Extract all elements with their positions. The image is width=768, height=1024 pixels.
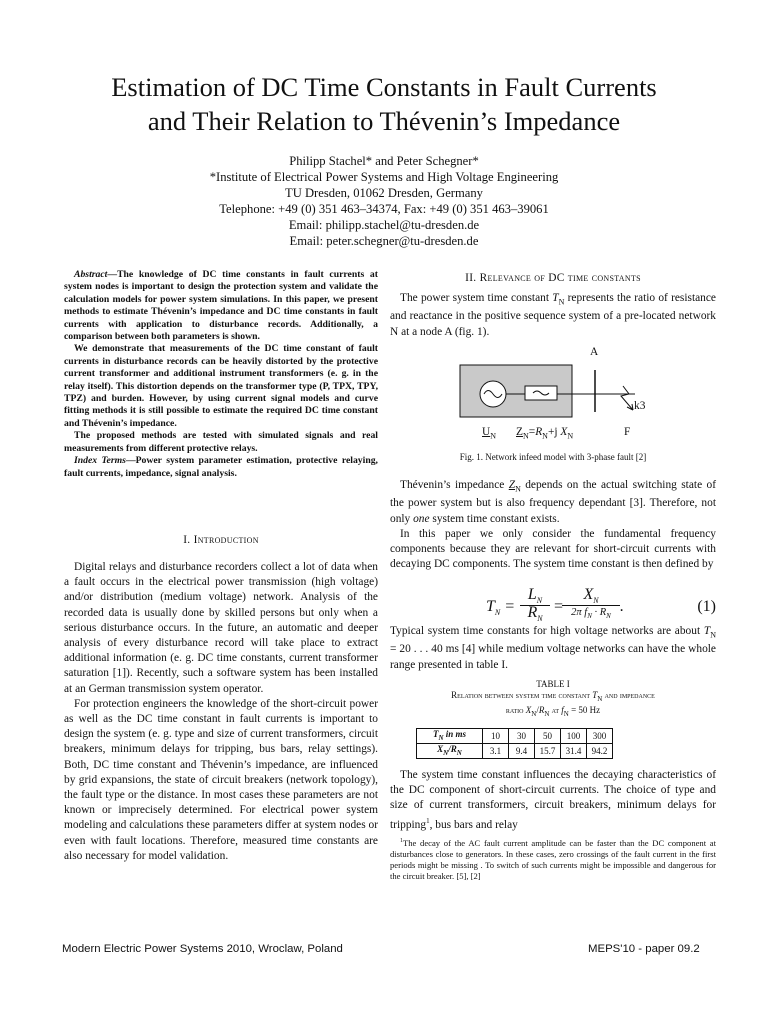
fig-label-a: A [590, 346, 599, 358]
paper-title [0, 70, 768, 138]
table-cell: 94.2 [587, 743, 613, 758]
abstract-p1 [64, 269, 378, 343]
index-terms [64, 455, 378, 480]
intro-p1: Digital relays and disturbance recorders collect a lot of data when a fault occurs in the electrical power transmission (high voltage) and/or distribution (medium voltage) network. Analysis of the recorded data is usually done by skilled persons but only when a serious disturbance occurs. In the future, an automatic and deeper analysis of every disturbance record will take place to extract additional information (e. g. DC time constants, current transformer saturation [1]). Recently, such a software system has been installed at an German transmission system operator. [64, 561, 378, 695]
author-block [0, 153, 768, 249]
footer-paper-id: MEPS'10 - paper 09.2 [588, 943, 700, 955]
table-caption-text: Relation between system time constant [451, 690, 590, 700]
rel-p2-c: one [413, 512, 430, 525]
author-email-2[interactable]: Email: peter.schegner@tu-dresden.de [289, 234, 479, 248]
eq-number: (1) [697, 598, 716, 615]
abstract-label: Abstract [74, 269, 108, 280]
rel-p5 [390, 768, 716, 833]
abstract-p2: We demonstrate that measurements of the DC time constant of fault currents in disturbance records can be heavily distorted by the protective current transformer and additional instrument transformers (e. g. in the relay itself). This distortion depends on the transformer type (P, TPX, TPY, TPZ) and burden. However, by using current signal models and curve fitting methods it is still possible to estimate the required DC time constant and Thévenin’s impedance. [64, 343, 378, 429]
relevance-body-4 [390, 768, 716, 833]
relevance-body-3 [390, 624, 716, 673]
eq-lhs: $T_N$ = [486, 598, 516, 618]
figure-caption: Fig. 1. Network infeed model with 3-phase fault [2] [459, 452, 647, 462]
un-text: U [482, 426, 491, 438]
table-subtitle: ratio $X_N/R_N$ at $f_N = 50$ Hz [505, 704, 601, 718]
table-cell: 10 [483, 729, 509, 744]
rel-p4-a: Typical system time constants for high voltage networks are about [390, 625, 704, 637]
fig-label-k3: k3 [634, 400, 646, 412]
title-line-2: and Their Relation to Thévenin’s Impedance [147, 106, 621, 136]
index-terms-label: Index Terms [74, 455, 126, 467]
zn-text: Z [516, 426, 523, 438]
abstract [64, 269, 378, 480]
rel-heading-text: Relevance of DC time constants [479, 272, 641, 284]
eq-frac-1: $L_N$ $R_N$ [520, 586, 550, 626]
author-affiliation: *Institute of Electrical Power Systems and High Voltage Engineering [209, 170, 559, 184]
rel-p2: Thévenin’s impedance $Z_N$ depends on the actual switching state of the power system but is also frequency dependant [3]. Therefore, not only one system time constant exists. [390, 479, 716, 525]
relevance-body-1 [390, 291, 716, 340]
footnote-text [390, 836, 716, 882]
rel-p4-b: [4] while medium voltage networks can have the whole range presented in table I. [390, 643, 716, 671]
table-row [417, 729, 613, 744]
rel-heading-num: II. [465, 272, 477, 284]
table-cell: 300 [587, 729, 613, 744]
section-heading-relevance [390, 272, 716, 284]
rel-p3: In this paper we only consider the fundamental frequency components because they are relevant for short-circuit currents with decaying DC components. The system time constant is then defined by [390, 527, 716, 571]
rel-p1: The power system time constant $T_N$ represents the ratio of resistance and reactance in the positive sequence system of a pre-located network N at a node A (fig. 1). [390, 292, 716, 338]
footnote-mark: 1 [400, 838, 403, 844]
rel-p1-b: represents the ratio of resistance and reactance in the positive sequence system of a pre-located network N at a node A (fig. 1). [390, 292, 716, 338]
author-phone: Telephone: +49 (0) 351 463–34374, Fax: +49 (0) 351 463–39061 [219, 202, 549, 216]
equation-1: $T_N$ = $L_N$ $R_N$ = $X_N$ 2π $f_N \cdot R_N$ . (1) [390, 586, 716, 626]
time-constant-table [416, 728, 613, 759]
table-title: Relation between system time constant $T_N$ and impedance [451, 690, 655, 703]
table-cell: 9.4 [509, 743, 535, 758]
footnote [390, 836, 716, 882]
fig-label-un: $U_N$ [482, 426, 497, 441]
author-email-1[interactable]: Email: philipp.stachel@tu-dresden.de [288, 218, 480, 232]
intro-heading-text: Introduction [193, 534, 259, 546]
abstract-p3: The proposed methods are tested with simulated signals and real measurements from different protective relays. [64, 430, 378, 454]
table-cell: 100 [561, 729, 587, 744]
footnote-ref[interactable]: 1 [426, 816, 430, 825]
table-row-header: $T_N$ in ms [417, 729, 483, 744]
table-cell: 50 [535, 729, 561, 744]
rel-p2-b: depends on the actual switching state of the power system but is also frequency dependant [3]. Therefore, not only [390, 479, 716, 525]
section-heading-introduction [64, 534, 378, 546]
table-number: TABLE I [536, 679, 570, 689]
table-cell: 15.7 [535, 743, 561, 758]
title-line-1: Estimation of DC Time Constants in Fault Currents [111, 72, 657, 102]
fig-label-f: F [624, 426, 631, 438]
rel-p2-d: system time constant exists. [429, 512, 560, 525]
intro-p2: For protection engineers the knowledge of the short-circuit power as well as the DC time constant in fault currents is important to design the system (e. g. type and size of current transformers, circuit breakers, minimum delays for tripping, bus bars, relay settings). Both, DC time constant and Thévenin’s impedance, are influenced by grid expansions, the state of circuit breakers (network topology), the fault type or the distance. In most cases these parameters are not known or imprecisely determined. For electrical power system modeling and calculations these parameters differ at system nodes or even with fault locations. Therefore, measured time constants are also necessary for model validation. [64, 697, 378, 862]
fig-label-zn: $Z_N=R_N+j$ $X_N$ [516, 426, 574, 441]
author-address: TU Dresden, 01062 Dresden, Germany [285, 186, 483, 200]
rel-p1-a: The power system time constant [400, 292, 553, 304]
footer-conference: Modern Electric Power Systems 2010, Wroclaw, Poland [62, 943, 343, 955]
table-cell: 30 [509, 729, 535, 744]
index-terms-text: —Power system parameter estimation, protective relaying, fault currents, impedance, signal analysis. [64, 455, 378, 479]
table-row-header: $X_N/R_N$ [417, 743, 483, 758]
author-names: Philipp Stachel* and Peter Schegner* [289, 154, 479, 168]
rel-p5-b: , bus bars and relay [429, 818, 518, 831]
table-cell: 3.1 [483, 743, 509, 758]
footnote-body: The decay of the AC fault current amplitude can be faster than the DC component at disturbances close to generators. In these cases, zero crossings of the fault current in the first periods might be missing . To switch of such currents might be impossible and dangerous for the circuit breaker. [5], [2] [390, 837, 716, 881]
relevance-body-2 [390, 478, 716, 573]
abstract-text-1: —The knowledge of DC time constants in fault currents at system nodes is important to design the protection system and validate the calculation models for power system simulations. In this paper, we present methods to estimate Thévenin’s impedance and DC time constants in fault currents with application to disturbance records. Additionally, a comparison between both parameters is shown. [64, 269, 378, 343]
table-row [417, 743, 613, 758]
rel-p2-a: Thévenin’s impedance [400, 479, 509, 491]
eq-equals: = [553, 598, 564, 615]
tn-symbol: T [552, 292, 559, 304]
intro-heading-num: I. [183, 534, 191, 546]
rel-p4: Typical system time constants for high voltage networks are about $T_N = 20$ . . . 40 ms [4] while medium voltage networks can have the whole range presented in table I. [390, 625, 716, 671]
rel-p5-a: The system time constant influences the decaying characteristics of the DC component of short-circuit currents. The choice of type and size of current transformers, circuit breakers, minimum delays for tripping [390, 769, 716, 831]
table-cell: 31.4 [561, 743, 587, 758]
table-caption [390, 679, 716, 720]
eq-frac-2: $X_N$ 2π $f_N \cdot R_N$ [562, 586, 620, 623]
introduction-body [64, 560, 378, 864]
fault-bolt-icon [621, 386, 633, 410]
